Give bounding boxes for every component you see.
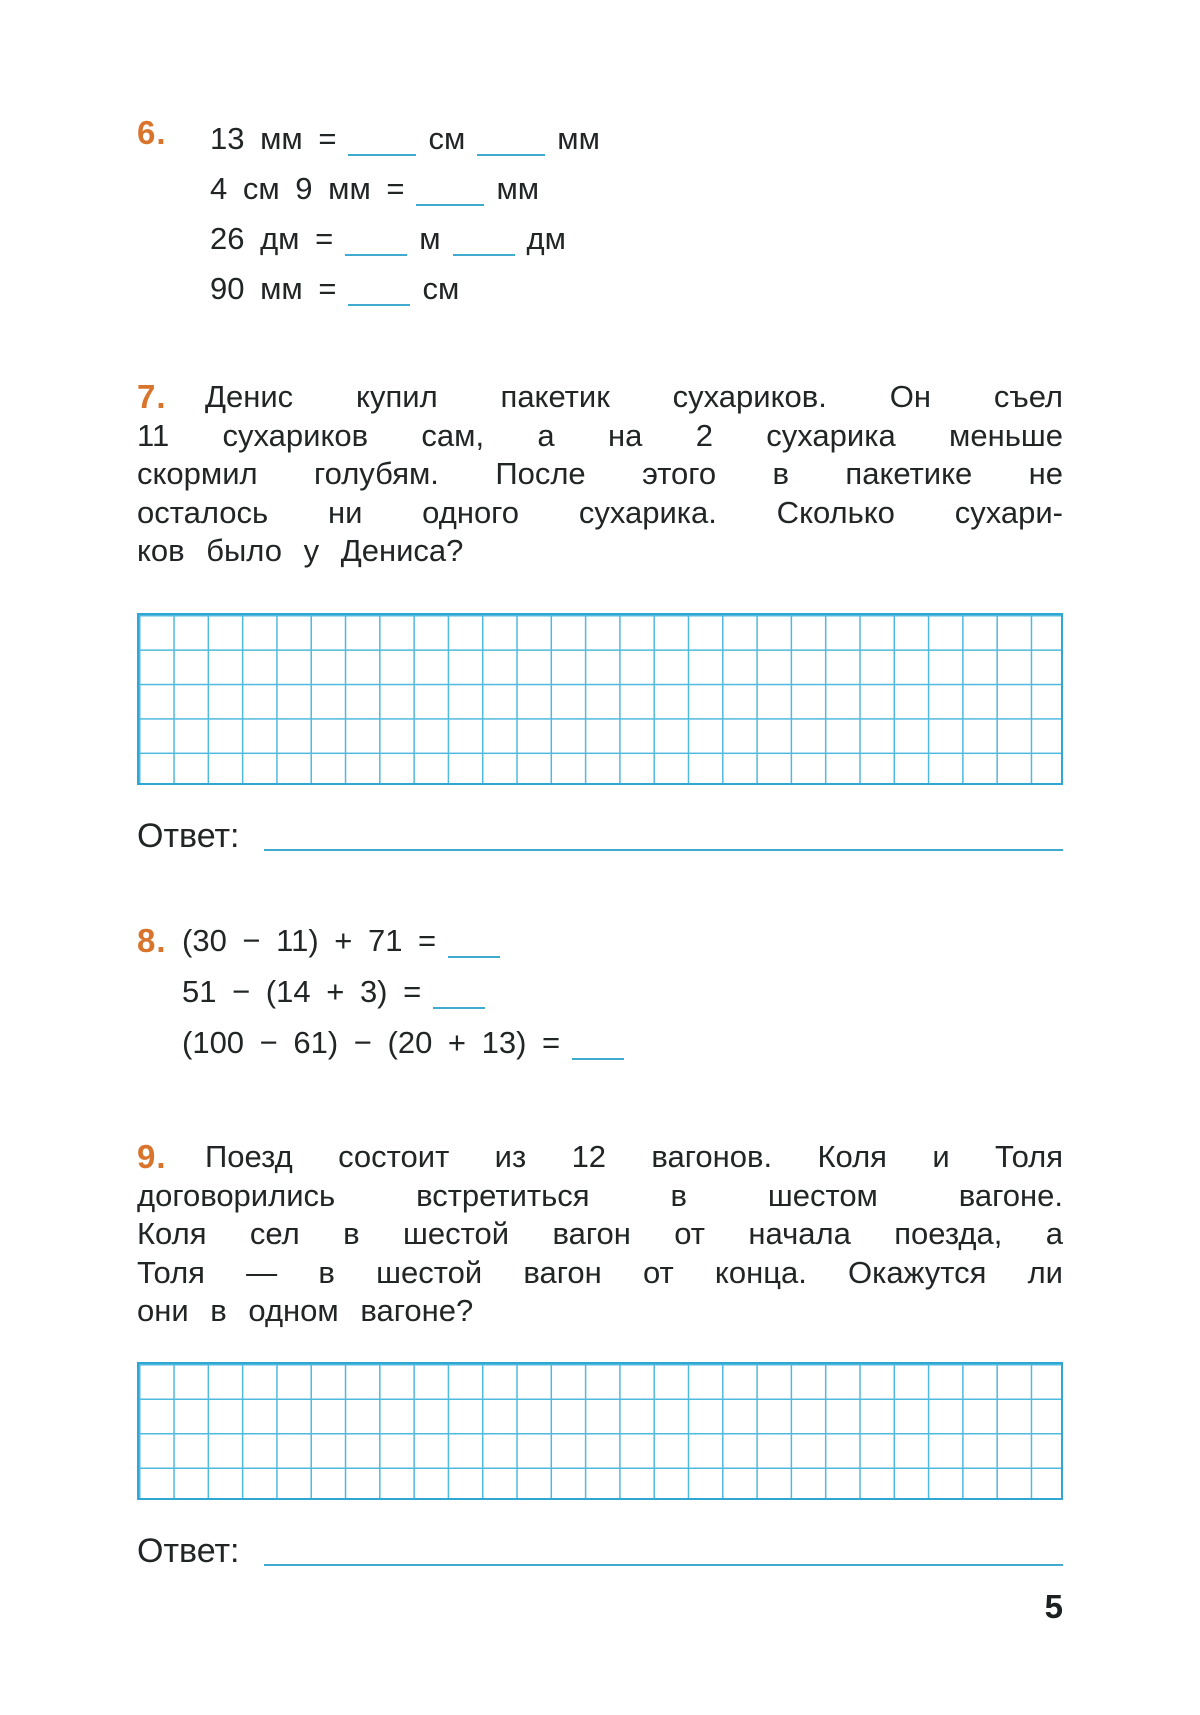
task-9 [137, 1138, 1063, 1331]
task-7 [137, 378, 1063, 571]
answer-blank[interactable] [416, 200, 484, 206]
paragraph-line: они в одном вагоне? [137, 1293, 474, 1328]
equation-text: см [422, 271, 460, 306]
answer-row-2 [137, 1531, 1063, 1571]
task-8-number: 8. [137, 922, 167, 959]
task-9-number: 9. [137, 1138, 167, 1175]
work-grid-1[interactable] [137, 613, 1063, 785]
paragraph-line: 11 сухариков сам, а на 2 сухарика меньше [137, 417, 1063, 453]
answer-blank[interactable] [572, 1054, 624, 1060]
answer-blank[interactable] [345, 250, 407, 256]
paragraph-line: осталось ни одного сухарика. Сколько сухари- [137, 494, 1063, 530]
task-6 [137, 114, 600, 314]
answer-blank[interactable] [448, 952, 500, 958]
work-grid-2[interactable] [137, 1362, 1063, 1500]
paragraph-line: ков было у Дениса? [137, 533, 464, 568]
answer-blank[interactable] [453, 250, 515, 256]
paragraph-line: скормил голубям. После этого в пакетике не [137, 456, 1063, 491]
equation-text: 90 мм = [210, 271, 337, 306]
equation-row [210, 214, 600, 264]
answer-write-line[interactable] [264, 849, 1064, 851]
equation-row [210, 114, 600, 164]
equation-text: 51 − (14 + 3) = [182, 974, 422, 1009]
task-6-number: 6. [137, 114, 167, 151]
equation-row [210, 264, 600, 314]
equation-text: 26 дм = [210, 221, 334, 256]
equation-text: мм [496, 171, 540, 206]
page-number: 5 [1044, 1588, 1063, 1625]
answer-row-1 [137, 816, 1063, 856]
equation-text: (100 − 61) − (20 + 13) = [182, 1025, 561, 1060]
equation-text: (30 − 11) + 71 = [182, 923, 437, 958]
equation-text: дм [526, 221, 566, 256]
answer-label: Ответ: [137, 1532, 240, 1570]
equation-text: мм [557, 121, 600, 156]
equation-row [182, 966, 624, 1017]
equation-text: м [419, 221, 441, 256]
paragraph-line: договорились встретиться в шестом вагоне. [137, 1177, 1063, 1213]
answer-blank[interactable] [477, 150, 545, 156]
equation-text: 4 см 9 мм = [210, 171, 405, 206]
paragraph-line: Толя — в шестой вагон от конца. Окажутся ли [137, 1254, 1063, 1290]
answer-write-line[interactable] [264, 1564, 1064, 1566]
equation-row [182, 1017, 624, 1068]
equation-text: см [428, 121, 466, 156]
paragraph-line: Поезд состоит из 12 вагонов. Коля и Толя [205, 1139, 1063, 1174]
task-8 [137, 915, 624, 1068]
answer-blank[interactable] [348, 300, 410, 306]
equation-row [210, 164, 600, 214]
equation-row [182, 915, 624, 966]
paragraph-line: Денис купил пакетик сухариков. Он съел [205, 379, 1063, 414]
equation-text: 13 мм = [210, 121, 337, 156]
task-7-number: 7. [137, 378, 167, 415]
answer-blank[interactable] [433, 1003, 485, 1009]
answer-label: Ответ: [137, 817, 240, 855]
answer-blank[interactable] [348, 150, 416, 156]
paragraph-line: Коля сел в шестой вагон от начала поезда, а [137, 1216, 1063, 1251]
